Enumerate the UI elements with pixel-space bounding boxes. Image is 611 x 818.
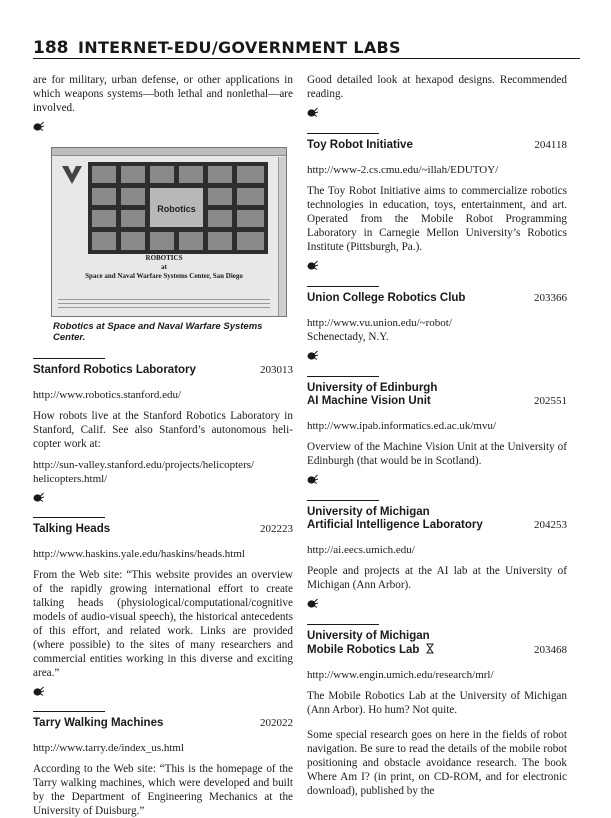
entry-code: 202551	[534, 395, 567, 407]
entry-rule	[307, 376, 379, 377]
entry-title	[33, 717, 293, 730]
entry-description: The Toy Robot Initiative aims to commercialize robotics technologies in education, toys, entertainment, and art. Operated from the Mobile Robot Programming Laboratory in Carnegie Mellon University’s Robotics Institute (Pittsburgh, Pa.).	[307, 185, 567, 253]
entry-code: 204253	[534, 519, 567, 531]
entry-title	[33, 364, 293, 377]
mouse-icon	[307, 107, 318, 117]
hourglass-icon	[426, 643, 434, 654]
collage-center-label: Robotics	[157, 204, 196, 214]
entry-code: 204118	[534, 139, 567, 151]
entry-url[interactable]: http://www.haskins.yale.edu/haskins/heads.html	[33, 548, 245, 560]
screenshot-fine-print	[58, 296, 270, 310]
entry-description-continued: Some special research goes on here in the fields of robot navigation. Be sure to read the details of the mobile robot positioning and obstacle avoidance research. The book Where Am I? (in print, on CD-ROM, and for electronic download), published by the	[307, 729, 567, 797]
entry-url[interactable]: http://www.vu.union.edu/~robot/	[307, 317, 452, 329]
entry-name-line2: Mobile Robotics Lab	[307, 644, 420, 656]
entry-description: How robots live at the Stanford Robotics Laboratory in Stanford, Calif. See also Stanford’s autonomous helicopter work at:	[33, 410, 293, 450]
entry-url[interactable]: http://www.engin.umich.edu/research/mrl/	[307, 669, 494, 681]
entry-title	[33, 523, 293, 536]
entry-name-line2: AI Machine Vision Unit	[307, 395, 431, 407]
entry-name-line1: University of Michigan	[307, 630, 430, 642]
entry-description: From the Web site: “This website provides an overview of the rapidly growing international effort to create talking heads (physiological/computational/cognitive models of audio-visual speech), the historical antecedents of this effort, and related work. Links are provided (where possible) to the sites of many researchers and commercial entities working in this diverse and exciting area.”	[33, 569, 293, 679]
robot-image-collage	[88, 162, 268, 254]
left-intro-text: are for military, urban defense, or other applications in which weapons systems—both lethal and nonlethal—are involved.	[33, 74, 293, 114]
mouse-icon	[307, 474, 318, 484]
entry-name-line1: University of Michigan	[307, 506, 430, 518]
entry-code: 202022	[260, 717, 293, 729]
entry-title	[307, 382, 567, 408]
entry-title	[307, 292, 567, 305]
navy-logo-icon	[60, 164, 84, 186]
right-column	[307, 73, 567, 798]
browser-scrollbar	[278, 157, 286, 316]
header-rule	[33, 58, 580, 59]
entry-name-line2-row	[307, 643, 567, 657]
entry-url[interactable]: http://www-2.cs.cmu.edu/~illah/EDUTOY/	[307, 164, 499, 176]
entry-code: 203366	[534, 292, 567, 304]
entry-url[interactable]: http://ai.eecs.umich.edu/	[307, 544, 415, 556]
robotics-screenshot	[51, 147, 287, 317]
entry-name: Tarry Walking Machines	[33, 717, 164, 729]
entry-url[interactable]: http://www.robotics.stanford.edu/	[33, 389, 182, 401]
entry-title	[307, 630, 567, 657]
entry-name: Stanford Robotics Laboratory	[33, 364, 196, 376]
screenshot-heading: ROBOTICS	[145, 254, 183, 262]
entry-description: Schenectady, N.Y.	[307, 331, 389, 343]
browser-toolbar	[52, 148, 286, 156]
entry-name-line2: Artificial Intelligence Laboratory	[307, 519, 483, 531]
entry-rule	[33, 358, 105, 359]
entry-description: The Mobile Robotics Lab at the University of Michigan (Ann Arbor). Ho hum? Not quite.	[307, 690, 567, 716]
screenshot-heading-block	[52, 254, 276, 281]
entry-code: 202223	[260, 523, 293, 535]
entry-rule	[307, 286, 379, 287]
entry-description: Overview of the Machine Vision Unit at the University of Edinburgh (that would be in Scotland).	[307, 441, 567, 467]
entry-code: 203013	[260, 364, 293, 376]
mouse-icon	[307, 260, 318, 270]
right-intro-text: Good detailed look at hexapod designs. Recommended reading.	[307, 74, 567, 100]
left-column	[33, 73, 293, 818]
mouse-icon	[307, 598, 318, 608]
section-title: INTERNET-EDU/GOVERNMENT LABS	[78, 38, 401, 57]
page-header	[33, 39, 580, 59]
entry-rule	[307, 500, 379, 501]
entry-rule	[33, 711, 105, 712]
mouse-icon	[33, 686, 44, 696]
entry-url[interactable]: http://www.ipab.informatics.ed.ac.uk/mvu/	[307, 420, 496, 432]
entry-url[interactable]: http://www.tarry.de/index_us.html	[33, 742, 185, 754]
entry-code: 203468	[534, 644, 567, 656]
entry-name: Toy Robot Initiative	[307, 139, 413, 151]
screenshot-at: at	[161, 263, 167, 271]
entry-name: Union College Robotics Club	[307, 292, 466, 304]
page-number: 188	[33, 38, 69, 58]
entry-rule	[307, 133, 379, 134]
mouse-icon	[307, 350, 318, 360]
screenshot-org: Space and Naval Warfare Systems Center, San Diego	[85, 272, 243, 280]
mouse-icon	[33, 492, 44, 502]
entry-rule	[307, 624, 379, 625]
entry-url-secondary[interactable]: http://sun-valley.stanford.edu/projects/helicopters/ helicopters.html/	[33, 459, 255, 485]
entry-description: People and projects at the AI lab at the University of Michigan (Ann Arbor).	[307, 565, 567, 591]
entry-title	[307, 139, 567, 152]
figure-caption: Robotics at Space and Naval Warfare Systems Center.	[53, 321, 263, 343]
entry-description: According to the Web site: “This is the homepage of the Tarry walking machines, which were developed and built by the Department of Engineering Mechanics at the University of Duisburg.”	[33, 763, 293, 817]
entry-rule	[33, 517, 105, 518]
entry-name: Talking Heads	[33, 523, 111, 535]
entry-name-line1: University of Edinburgh	[307, 382, 438, 394]
mouse-icon	[33, 121, 44, 131]
entry-title	[307, 506, 567, 532]
